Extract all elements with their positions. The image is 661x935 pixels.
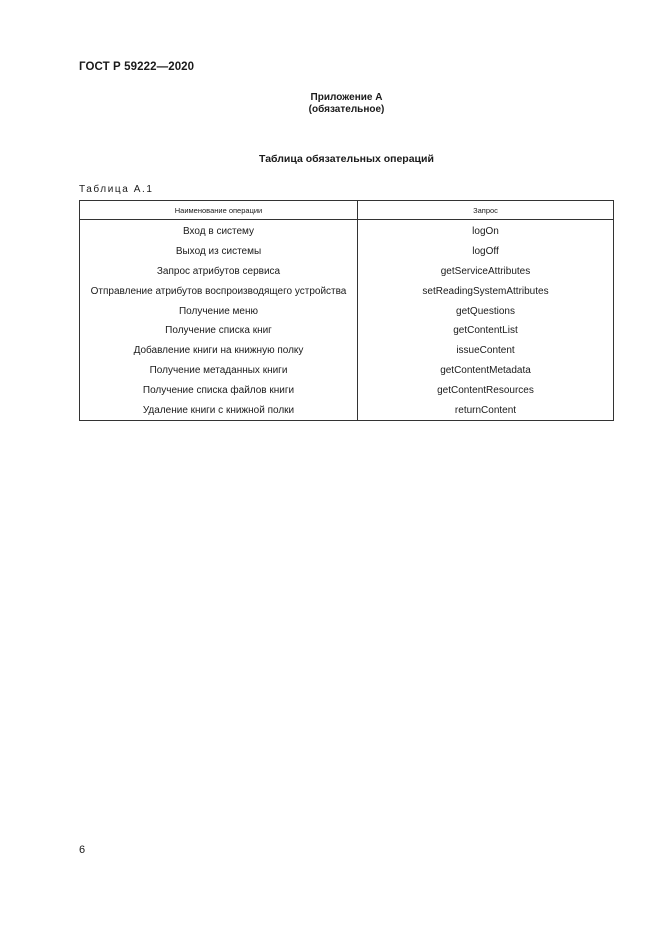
appendix-heading	[0, 92, 661, 116]
operation-name-cell: Запрос атрибутов сервиса	[80, 262, 358, 282]
operation-name-cell: Получение списка файлов книги	[80, 380, 358, 400]
document-code: ГОСТ Р 59222—2020	[79, 61, 195, 73]
table-row	[80, 262, 614, 282]
operation-name-cell: Удаление книги с книжной полки	[80, 400, 358, 420]
column-header-request: Запрос	[358, 201, 614, 220]
table-row	[80, 242, 614, 262]
request-cell: issueContent	[358, 341, 614, 361]
table-row	[80, 380, 614, 400]
request-cell: setReadingSystemAttributes	[358, 281, 614, 301]
table-row	[80, 341, 614, 361]
operation-name-cell: Получение меню	[80, 301, 358, 321]
request-cell: getQuestions	[358, 301, 614, 321]
request-cell: getContentResources	[358, 380, 614, 400]
request-cell: logOn	[358, 220, 614, 242]
table-row	[80, 220, 614, 242]
column-header-operation: Наименование операции	[80, 201, 358, 220]
table-row	[80, 321, 614, 341]
appendix-status: (обязательное)	[308, 104, 385, 115]
operation-name-cell: Добавление книги на книжную полку	[80, 341, 358, 361]
table-row	[80, 400, 614, 420]
section-title: Таблица обязательных операций	[259, 153, 434, 165]
operations-table	[79, 200, 614, 421]
operation-name-cell: Получение списка книг	[80, 321, 358, 341]
operation-name-cell: Выход из системы	[80, 242, 358, 262]
request-cell: returnContent	[358, 400, 614, 420]
table-row	[80, 281, 614, 301]
page-number: 6	[79, 844, 86, 856]
request-cell: getContentMetadata	[358, 361, 614, 381]
operation-name-cell: Отправление атрибутов воспроизводящего устройства	[80, 281, 358, 301]
request-cell: logOff	[358, 242, 614, 262]
request-cell: getServiceAttributes	[358, 262, 614, 282]
appendix-title: Приложение А	[310, 92, 383, 103]
request-cell: getContentList	[358, 321, 614, 341]
table-row	[80, 361, 614, 381]
table-row	[80, 301, 614, 321]
operation-name-cell: Вход в систему	[80, 220, 358, 242]
table-caption: Таблица А.1	[79, 184, 154, 195]
table-header-row	[80, 201, 614, 220]
operation-name-cell: Получение метаданных книги	[80, 361, 358, 381]
